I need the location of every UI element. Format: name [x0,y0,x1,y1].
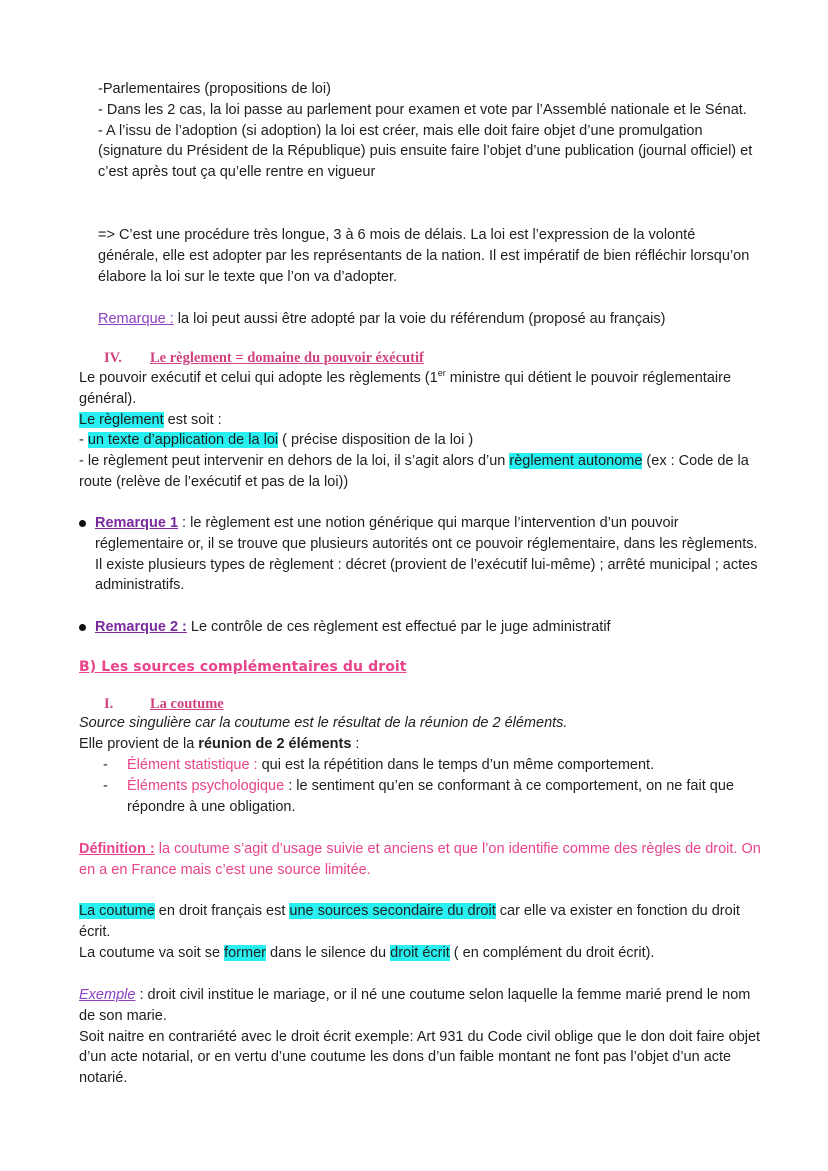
coutume-paragraph [79,901,769,963]
section-title: La coutume [150,696,224,712]
bullet-icon [79,624,86,631]
text-line: - Dans les 2 cas, la loi passe au parlement pour examen et vote par l’Assemblé nationale et le Sénat. [98,101,747,118]
text-line: - A l’issu de l’adoption (si adoption) la loi est créer, mais elle doit faire objet d’une promulgation (signature du Président de la République) puis ensuite faire l’objet d’une publication (journal officiel) et c’est après tout ça qu’elle rentre en vigueur [98,122,753,181]
remark-referendum [98,309,758,330]
example [79,985,769,1089]
example-continuation: Soit naitre en contrariété avec le droit écrit exemple: Art 931 du Code civil oblige que le don doit faire objet d’un acte notarial, or en vertu d’une coutume les dons d’un faible montant ne font pas l’objet d’un acte notarié. [79,1028,761,1087]
italic-line: Source singulière car la coutume est le résultat de la réunion de 2 éléments. [79,715,568,731]
highlight: La coutume [79,903,155,919]
example-label: Exemple [79,987,136,1003]
element-statistique [127,755,757,776]
highlight: règlement autonome [509,453,643,470]
remark-label: Remarque : [98,311,174,327]
text-line: La coutume va soit se former dans le silence du droit écrit ( en complément du droit écrit). [79,944,655,961]
highlight: Le règlement [79,411,164,428]
section-title: Le règlement = domaine du pouvoir éxécutif [150,350,424,366]
remark-2-label: Remarque 2 : [95,619,187,635]
section-number: I. [104,696,114,712]
text-line: -Parlementaires (propositions de loi) [98,81,331,97]
paragraph-conclusion: => C’est une procédure très longue, 3 à 6 mois de délais. La loi est l’expression de la volonté générale, elle est adopter par les représentants de la nation. Il est impératif de bien réfléchir lorsqu’on élabore la loi sur le texte que l’on va d’adopter. [98,227,750,285]
section-number: IV. [104,350,122,366]
list-item: - un texte d’application de la loi ( précise disposition de la loi ) [79,432,474,449]
element-psychologique [127,776,757,818]
element-text: qui est la répétition dans le temps d’un même comportement. [257,757,655,773]
coutume-intro [79,713,769,755]
remark-2-text: Le contrôle de ces règlement est effectué par le juge administratif [186,619,611,635]
section-iv-body [79,368,769,493]
bullet-icon [79,520,86,527]
remark-1-text: : le règlement est une notion générique qui marque l’intervention d’un pouvoir réglementaire or, il se trouve que plusieurs autorités ont ce pouvoir réglementaire, dans les règlements. Il existe plusieurs types de règlement : décret (provient de l’exécutif lui-même) ; arrêté municipal ; actes administratifs. [95,515,758,594]
remark-1 [95,513,760,596]
definition [79,839,769,881]
highlight: un texte d’application de la loi [87,432,279,449]
list-item: - le règlement peut intervenir en dehors de la loi, il s’agit alors d’un règlement autonome (ex : Code de la route (relève de l’exécutif et pas de la loi)) [79,453,749,490]
section-heading-b: B) Les sources complémentaires du droit [79,659,407,675]
paragraph-procedure [98,79,758,183]
reglement-line: Le règlement est soit : [79,411,222,428]
definition-label: Définition : [79,841,155,857]
highlight: former [224,944,266,961]
example-line: Exemple : droit civil institue le mariage, or il né une coutume selon laquelle la femme marié prend le nom de son marie. [79,987,751,1024]
element-label: Élément statistique : [127,757,258,773]
dash-marker: - [103,757,108,773]
highlight: droit écrit [390,944,450,961]
remark-text: la loi peut aussi être adopté par la voie du référendum (proposé au français) [173,311,666,327]
remark-1-label: Remarque 1 [95,515,179,531]
intro-text: Le pouvoir exécutif et celui qui adopte les règlements (1er ministre qui détient le pouvoir réglementaire général). [79,368,732,407]
origin-line: Elle provient de la réunion de 2 éléments : [79,735,360,752]
definition-text: la coutume s’agit d’usage suivie et anciens et que l’on identifie comme des règles de droit. On en a en France mais c’est une source limitée. [79,841,761,878]
element-label: Éléments psychologique [127,778,285,794]
highlight: une sources secondaire du droit [289,903,496,919]
text-line: La coutume en droit français est une sources secondaire du droit car elle va exister en fonction du droit écrit. [79,903,740,940]
remark-2 [95,617,760,638]
dash-marker: - [103,778,108,794]
element-text: : le sentiment qu’en se conformant à ce comportement, on ne fait que répondre à une obligation. [127,778,734,815]
